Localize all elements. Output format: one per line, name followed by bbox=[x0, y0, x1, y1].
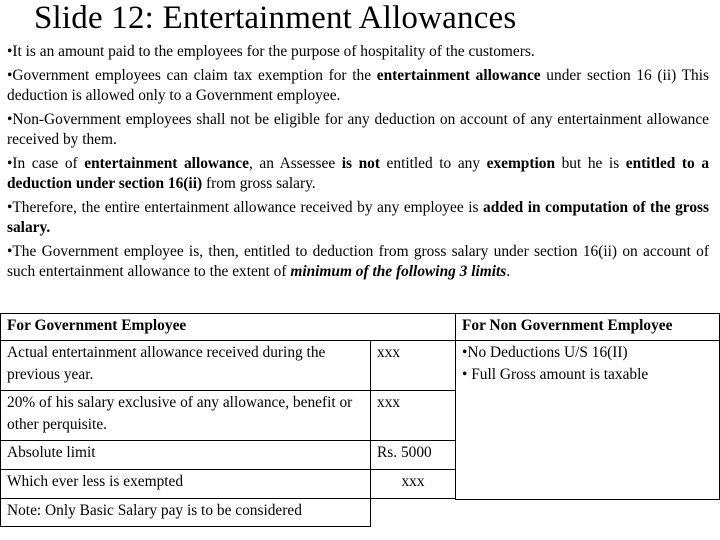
non-government-line: • Full Gross amount is taxable bbox=[462, 366, 649, 383]
emphasis-added-in-computation: added in computation of the gross salary. bbox=[7, 199, 709, 236]
table-row-label bbox=[0, 440, 371, 470]
bullet-definition: •It is an amount paid to the employees for the purpose of hospitality of the customers. bbox=[7, 43, 535, 60]
text-run: entitled to any bbox=[379, 155, 487, 172]
bullet-government-exemption bbox=[7, 66, 709, 106]
allowance-table bbox=[0, 313, 720, 527]
emphasis-entertainment-allowance: entertainment allowance bbox=[376, 67, 541, 84]
table-row-label bbox=[0, 340, 371, 391]
emphasis-is-not: is not bbox=[341, 155, 380, 172]
header-label: For Non Government Employee bbox=[462, 317, 673, 334]
row-label-text: Actual entertainment allowance received during the previous year. bbox=[7, 344, 326, 383]
non-government-details bbox=[455, 340, 720, 500]
header-label: For Government Employee bbox=[7, 317, 187, 334]
text-run: , an Assessee bbox=[248, 155, 342, 172]
emphasis-minimum-limits: minimum of the following 3 limits bbox=[290, 263, 507, 280]
text-run: but he is bbox=[555, 155, 626, 172]
text-run: •In case of bbox=[7, 155, 85, 172]
emphasis-entertainment-allowance: entertainment allowance bbox=[84, 155, 249, 172]
header-non-government-employee bbox=[455, 313, 720, 341]
bullet-therefore bbox=[7, 198, 709, 238]
row-label-text: Which ever less is exempted bbox=[7, 473, 184, 490]
non-government-line: •No Deductions U/S 16(II) bbox=[462, 344, 628, 361]
text-run: from gross salary. bbox=[202, 175, 316, 192]
text-run: . bbox=[506, 263, 511, 280]
table-row-value bbox=[370, 340, 456, 391]
table-note bbox=[0, 498, 371, 527]
emphasis-exemption: exemption bbox=[486, 155, 556, 172]
header-government-employee bbox=[0, 313, 456, 341]
note-text: Note: Only Basic Salary pay is to be considered bbox=[7, 502, 302, 519]
row-label-text: 20% of his salary exclusive of any allowance, benefit or other perquisite. bbox=[7, 394, 353, 433]
slide-body bbox=[7, 42, 709, 286]
bullet-government-deduction bbox=[7, 242, 709, 282]
table-row-label bbox=[0, 390, 371, 441]
row-value-text: Rs. 5000 bbox=[377, 444, 432, 461]
bullet-non-government: •Non-Government employees shall not be eligible for any deduction on account of any entertainment allowance received by them. bbox=[7, 111, 709, 148]
bullet-assessee-case bbox=[7, 154, 709, 194]
table-row-value bbox=[370, 440, 456, 470]
table-row-value bbox=[370, 390, 456, 441]
row-value-text: xxx bbox=[401, 473, 425, 490]
row-value-text: xxx bbox=[377, 394, 401, 411]
emphasis-deduction-16ii: entitled to a deduction under section 16(ii) bbox=[7, 155, 710, 192]
text-run: •Government employees can claim tax exemption for the bbox=[7, 67, 377, 84]
table-row-value bbox=[370, 469, 456, 499]
table-row-label bbox=[0, 469, 371, 499]
text-run: under section 16 (ii) This deduction is allowed only to a Government employee. bbox=[7, 67, 709, 104]
text-run: •Therefore, the entire entertainment allowance received by any employee is bbox=[7, 199, 484, 216]
text-run: •The Government employee is, then, entitled to deduction from gross salary under section 16(ii) on account of such entertainment allowance to the extent of bbox=[7, 243, 709, 280]
slide-title: Slide 12: Entertainment Allowances bbox=[34, 0, 517, 36]
row-label-text: Absolute limit bbox=[7, 444, 96, 461]
row-value-text: xxx bbox=[377, 344, 401, 361]
